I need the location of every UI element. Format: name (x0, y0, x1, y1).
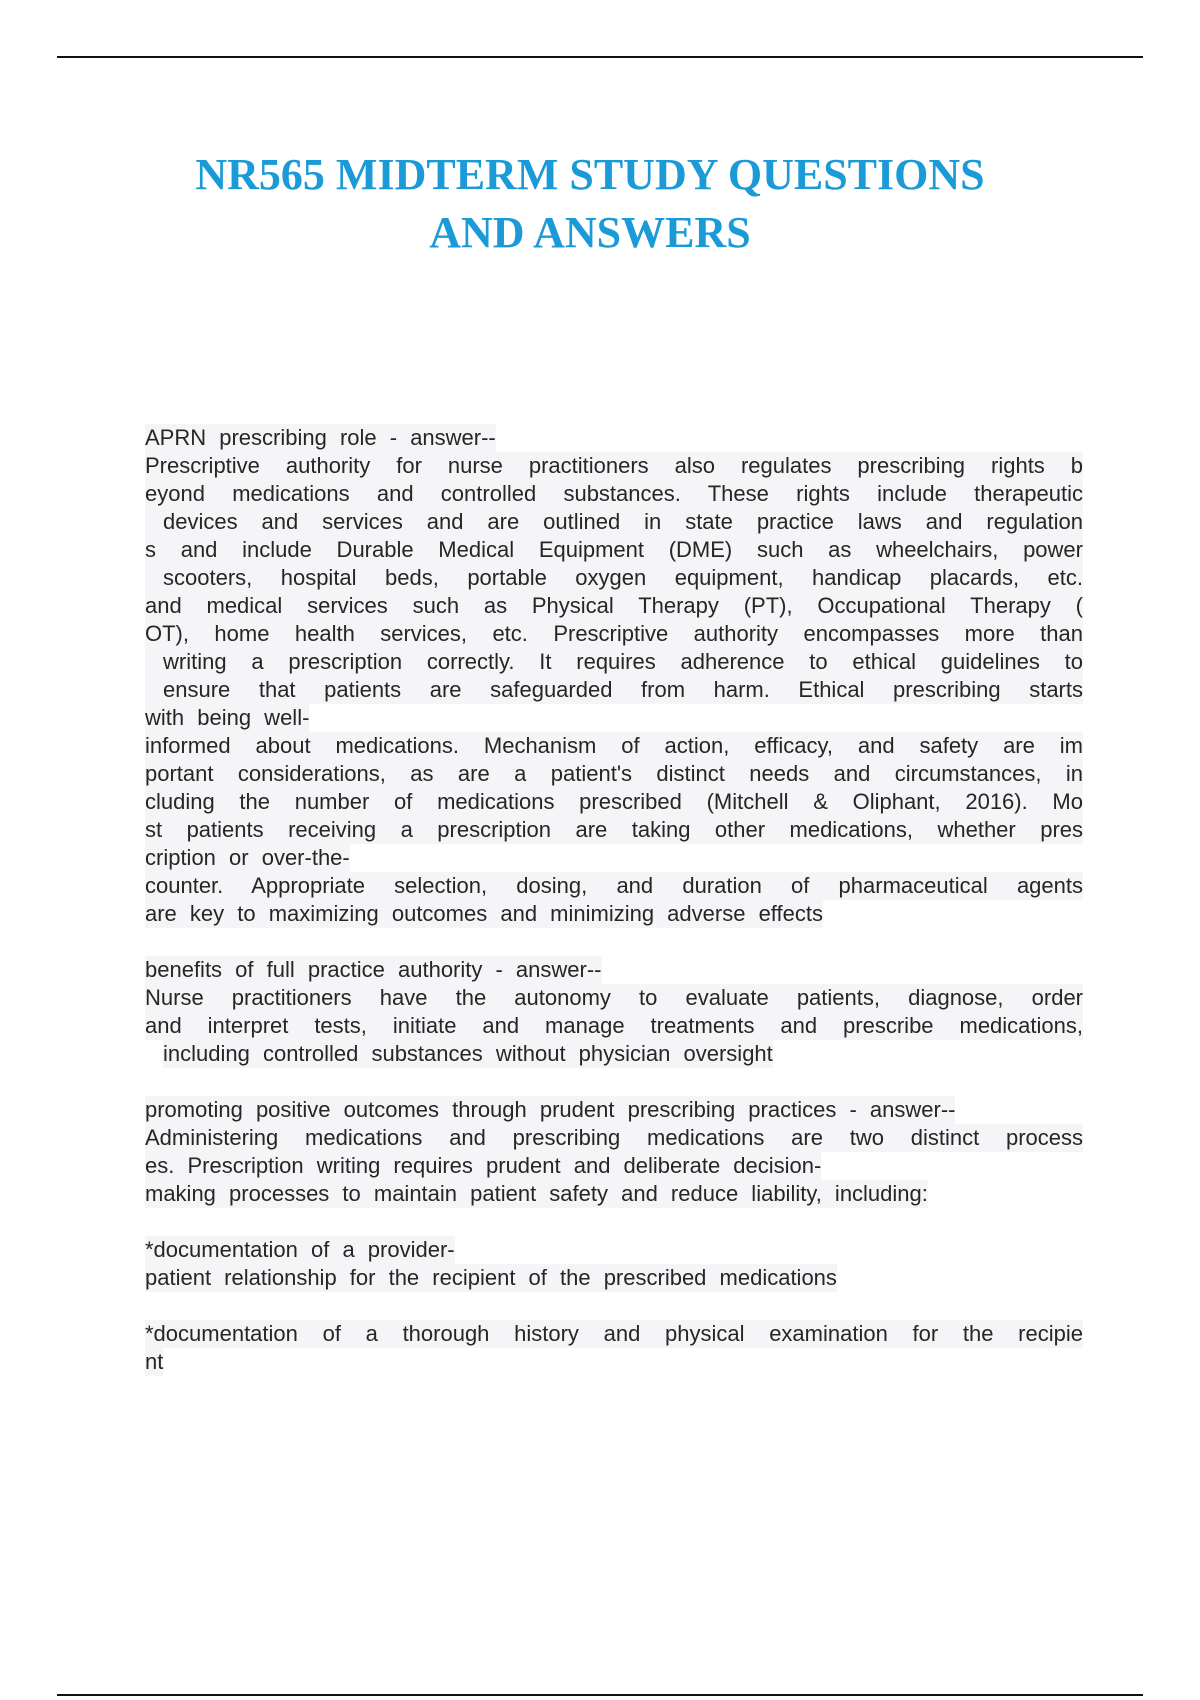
bullet-item-line: *documentation of a thorough history and physical examination for the recipie (145, 1321, 1083, 1346)
paragraph-gap (145, 1292, 1083, 1320)
answer-text-line: devices and services and are outlined in state practice laws and regulation (145, 508, 1083, 536)
answer-text-line: ensure that patients are safeguarded from harm. Ethical prescribing starts (145, 676, 1083, 704)
question-heading: APRN prescribing role - answer-- (145, 425, 496, 450)
answer-text-line: Administering medications and prescribing medications are two distinct process (145, 1125, 1083, 1150)
answer-text-line: informed about medications. Mechanism of action, efficacy, and safety are im (145, 733, 1083, 758)
answer-text-line: are key to maximizing outcomes and minimizing adverse effects (145, 901, 823, 926)
title-line-1: NR565 MIDTERM STUDY QUESTIONS (195, 150, 985, 199)
bullet-item-line: patient relationship for the recipient of the prescribed medications (145, 1265, 837, 1290)
title-line-2: AND ANSWERS (429, 208, 751, 257)
answer-text-line: cluding the number of medications prescribed (Mitchell & Oliphant, 2016). Mo (145, 789, 1083, 814)
question-heading: benefits of full practice authority - answer-- (145, 957, 602, 982)
answer-text-line: portant considerations, as are a patient's distinct needs and circumstances, in (145, 761, 1083, 786)
bottom-rule (57, 1694, 1143, 1696)
answer-text-line: Prescriptive authority for nurse practitioners also regulates prescribing rights b (145, 453, 1083, 478)
document-title (140, 146, 1040, 262)
answer-text-line: counter. Appropriate selection, dosing, and duration of pharmaceutical agents (145, 873, 1083, 898)
answer-text-line: writing a prescription correctly. It requires adherence to ethical guidelines to (145, 648, 1083, 676)
answer-text-line: and interpret tests, initiate and manage treatments and prescribe medications, (145, 1013, 1083, 1038)
answer-text-line: scooters, hospital beds, portable oxygen equipment, handicap placards, etc. (145, 564, 1083, 592)
bullet-item-line: nt (145, 1349, 164, 1374)
answer-text-line: with being well- (145, 705, 310, 730)
answer-text-line: and medical services such as Physical Therapy (PT), Occupational Therapy ( (145, 593, 1083, 618)
answer-text-line: making processes to maintain patient safety and reduce liability, including: (145, 1181, 928, 1206)
answer-text-line: including controlled substances without physician oversight (163, 1041, 773, 1066)
answer-text-line: Nurse practitioners have the autonomy to evaluate patients, diagnose, order (145, 985, 1083, 1010)
answer-text-line: es. Prescription writing requires prudent and deliberate decision- (145, 1153, 822, 1178)
answer-text-line: st patients receiving a prescription are taking other medications, whether pres (145, 817, 1083, 842)
document-body (145, 424, 1083, 1376)
bullet-item-line: *documentation of a provider- (145, 1237, 455, 1262)
answer-text-line: eyond medications and controlled substances. These rights include therapeutic (145, 481, 1083, 506)
answer-text-line: OT), home health services, etc. Prescriptive authority encompasses more than (145, 621, 1083, 646)
paragraph-gap (145, 928, 1083, 956)
answer-text-line: cription or over-the- (145, 845, 350, 870)
question-heading: promoting positive outcomes through prudent prescribing practices - answer-- (145, 1097, 956, 1122)
top-rule (57, 56, 1143, 58)
answer-text-line: s and include Durable Medical Equipment (DME) such as wheelchairs, power (145, 537, 1083, 562)
paragraph-gap (145, 1068, 1083, 1096)
paragraph-gap (145, 1208, 1083, 1236)
